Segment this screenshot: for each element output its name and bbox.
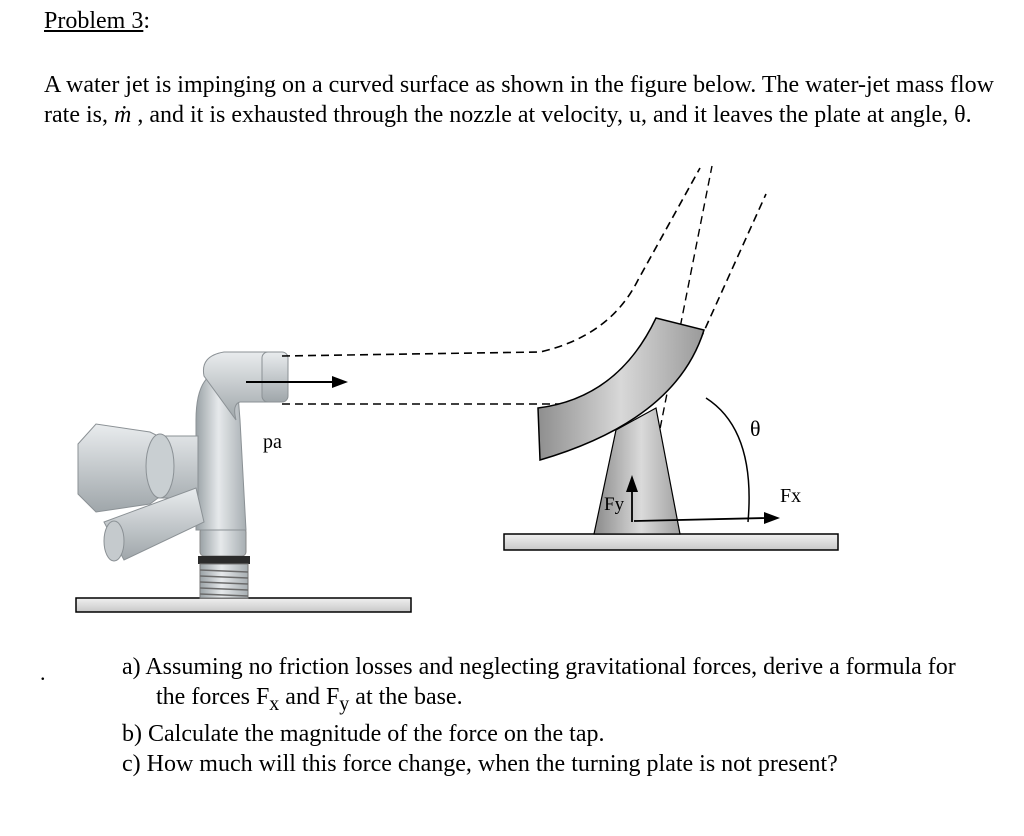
outlet-right-streamline bbox=[700, 194, 766, 340]
problem-title-text: Problem 3 bbox=[44, 8, 144, 34]
question-list bbox=[122, 652, 982, 779]
statement-part-1: A water jet is impinging on a curved surface as shown in the figure below. The water-jet mass flow rate is, bbox=[44, 72, 994, 128]
plate-base bbox=[504, 534, 838, 550]
question-a bbox=[122, 652, 982, 719]
fx-label: Fx bbox=[780, 485, 802, 507]
pressure-label: pa bbox=[263, 431, 282, 453]
mass-flow-symbol: ṁ bbox=[113, 102, 132, 128]
angle-arc bbox=[706, 398, 749, 522]
angle-label: θ bbox=[750, 416, 761, 441]
jet-upper-streamline bbox=[282, 168, 700, 356]
water-tap bbox=[78, 352, 288, 598]
problem-title-colon: : bbox=[143, 8, 150, 34]
question-a-part-2: and F bbox=[279, 684, 340, 710]
question-b: b) Calculate the magnitude of the force on the tap. bbox=[122, 720, 605, 747]
question-c: c) How much will this force change, when the turning plate is not present? bbox=[122, 750, 838, 777]
question-a-sub-y: y bbox=[339, 692, 350, 715]
question-a-part-1: a) Assuming no friction losses and neglecting gravitational forces, derive a formula for the forces F bbox=[122, 654, 956, 710]
question-a-part-3: at the base. bbox=[349, 684, 463, 710]
statement-part-2: , and it is exhausted through the nozzle at velocity, u, and it leaves the plate at angle, θ. bbox=[131, 102, 972, 128]
question-a-sub-x: x bbox=[269, 692, 280, 715]
fy-label: Fy bbox=[604, 494, 625, 515]
tap-base-plate bbox=[76, 598, 411, 612]
list-bullet: . bbox=[40, 660, 46, 685]
